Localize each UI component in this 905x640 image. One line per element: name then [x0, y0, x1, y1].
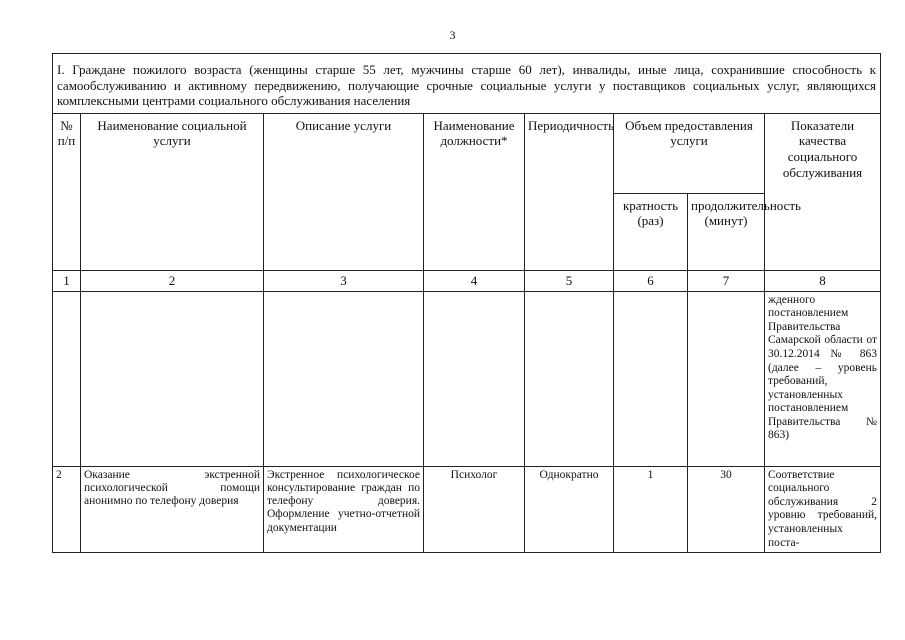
table-cell — [614, 291, 688, 466]
header-description: Описание услуги — [264, 113, 424, 270]
header-volume: Объем предоставления услуги — [614, 113, 765, 193]
header-quality: Показатели качества социального обслуживания — [765, 113, 881, 270]
header-num: № п/п — [53, 113, 81, 270]
row-duration: 30 — [688, 466, 765, 552]
table-cell — [688, 291, 765, 466]
header-service-name: Наименование социальной услуги — [81, 113, 264, 270]
table-row — [53, 466, 881, 552]
column-number: 6 — [614, 270, 688, 291]
column-number-row — [53, 270, 881, 291]
table-cell — [424, 291, 525, 466]
table-cell — [525, 291, 614, 466]
header-position: Наименование должности* — [424, 113, 525, 270]
table-cell — [264, 291, 424, 466]
column-number: 4 — [424, 270, 525, 291]
row-quality: Соответствие социального обслуживания 2 уровню требований, установленных поста- — [765, 466, 881, 552]
header-frequency: кратность (раз) — [614, 193, 688, 270]
row-position: Психолог — [424, 466, 525, 552]
social-services-table — [52, 53, 881, 553]
row-service-name: Оказание экстренной психологической помощи анонимно по телефону доверия — [81, 466, 264, 552]
page-number: 3 — [449, 28, 456, 42]
table-cell — [53, 291, 81, 466]
continuation-row — [53, 291, 881, 466]
row-description: Экстренное психологическое консультирование граждан по телефону доверия. Оформление учетно-отчетной документации — [264, 466, 424, 552]
column-number: 7 — [688, 270, 765, 291]
row-num: 2 — [53, 466, 81, 552]
column-number: 3 — [264, 270, 424, 291]
column-number: 1 — [53, 270, 81, 291]
row-frequency: 1 — [614, 466, 688, 552]
row-periodicity: Однократно — [525, 466, 614, 552]
header-row-1 — [53, 113, 881, 193]
header-duration: продолжительность (минут) — [688, 193, 765, 270]
table-cell — [81, 291, 264, 466]
header-periodicity: Периодичность — [525, 113, 614, 270]
section-heading-row — [53, 54, 881, 114]
column-number: 8 — [765, 270, 881, 291]
column-number: 5 — [525, 270, 614, 291]
quality-continuation: жденного постановлением Правительства Самарской области от 30.12.2014 № 863 (далее – уровень требований, установленных постановлением Правительства № 863) — [765, 291, 881, 466]
section-heading: I. Граждане пожилого возраста (женщины старше 55 лет, мужчины старше 60 лет), инвалиды, иные лица, сохранившие способность к самообслуживанию и активному передвижению, получающие срочные социальные услуги у поставщиков социальных услуг, являющихся комплексными центрами социального обслуживания населения — [53, 54, 881, 114]
column-number: 2 — [81, 270, 264, 291]
